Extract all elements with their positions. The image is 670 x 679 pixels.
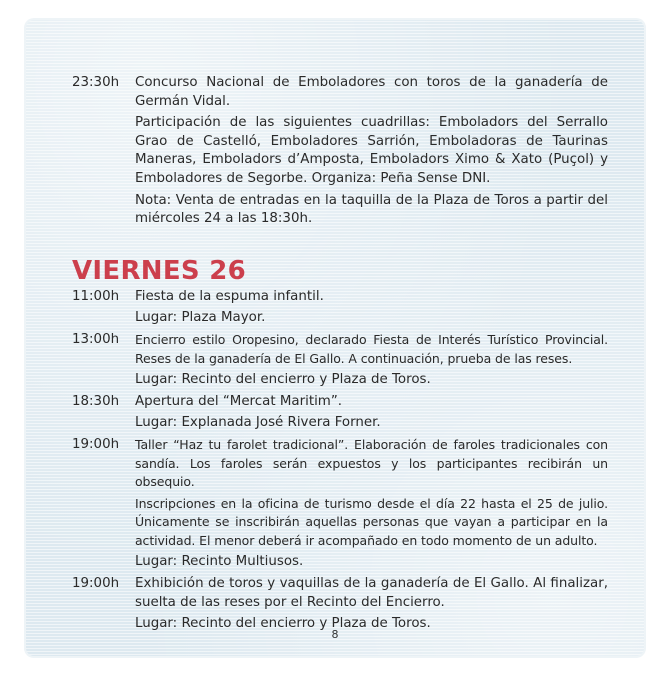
event-description bbox=[135, 331, 608, 393]
event-entry bbox=[72, 436, 608, 575]
event-location: Lugar: Recinto Multiusos. bbox=[135, 554, 304, 570]
event-description bbox=[135, 393, 608, 436]
event-title: Encierro estilo Oropesino, declarado Fiesta de Interés Turístico Provincial. Reses de la ganadería de El Gallo. A continuación, prueba de las reses. bbox=[135, 331, 608, 366]
event-description bbox=[135, 74, 608, 232]
event-location: Lugar: Explanada José Rivera Forner. bbox=[135, 415, 381, 431]
event-location: Lugar: Plaza Mayor. bbox=[135, 310, 266, 326]
event-time: 11:00h bbox=[72, 288, 120, 304]
event-entry bbox=[72, 288, 608, 331]
event-time: 19:00h bbox=[72, 436, 120, 452]
event-title: Exhibición de toros y vaquillas de la ganadería de El Gallo. Al finalizar, suelta de las reses por el Recinto del Encierro. bbox=[135, 576, 608, 610]
day-heading: VIERNES 26 bbox=[72, 255, 247, 286]
schedule-content bbox=[72, 74, 608, 637]
event-title: Concurso Nacional de Emboladores con toros de la ganadería de Germán Vidal. bbox=[135, 75, 608, 109]
page-number: 8 bbox=[331, 628, 339, 641]
event-time: 19:00h bbox=[72, 576, 120, 592]
event-registration: Inscripciones en la oficina de turismo desde el día 22 hasta el 25 de julio. Únicamente se inscribirán aquellas personas que vayan a participar en la actividad. El menor deberá ir acompañado en todo momento de un adulto. bbox=[135, 495, 608, 548]
event-location: Lugar: Recinto del encierro y Plaza de Toros. bbox=[135, 372, 431, 388]
event-title: Apertura del “Mercat Maritim”. bbox=[135, 393, 343, 409]
event-entry bbox=[72, 393, 608, 436]
event-entry bbox=[72, 331, 608, 393]
event-note: Nota: Venta de entradas en la taquilla de la Plaza de Toros a partir del miércoles 24 a las 18:30h. bbox=[135, 192, 608, 227]
event-description bbox=[135, 288, 608, 331]
event-title: Fiesta de la espuma infantil. bbox=[135, 288, 324, 304]
event-title: Taller “Haz tu farolet tradicional”. Elaboración de faroles tradicionales con sandía. Los faroles serán expuestos y los participantes recibirán un obsequio. bbox=[135, 436, 608, 490]
event-time: 13:00h bbox=[72, 331, 120, 347]
event-entry-2330 bbox=[72, 74, 608, 232]
event-participants: Participación de las siguientes cuadrillas: Emboladors del Serrallo Grao de Castelló, Emboladores Sarrión, Emboladoras de Taurinas Maneras, Emboladors d’Amposta, Emboladors Ximo & Xato (Puçol) y Emboladores de Segorbe. Organiza: Peña Sense DNI. bbox=[135, 115, 608, 186]
event-time: 23:30h bbox=[72, 75, 120, 90]
event-description bbox=[135, 436, 608, 575]
event-location: Lugar: Recinto del encierro y Plaza de Toros. bbox=[135, 616, 431, 632]
event-time: 18:30h bbox=[72, 393, 120, 409]
